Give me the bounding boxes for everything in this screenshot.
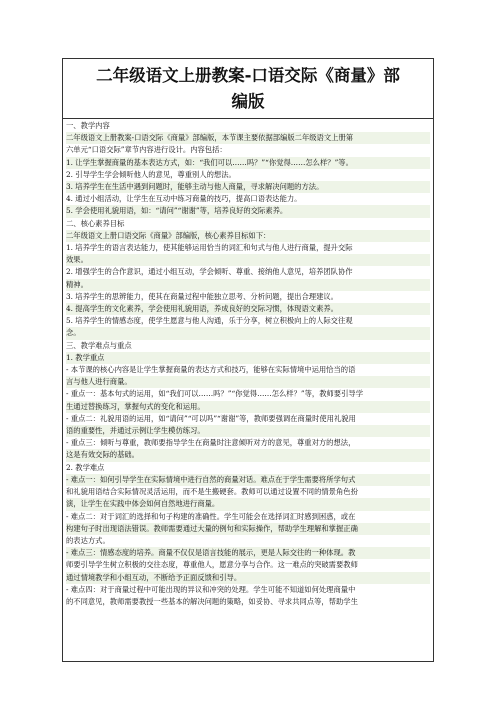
body-line: 效果。 <box>66 254 430 266</box>
body-line: 通过情境教学和小组互动，不断给予正面反馈和引导。 <box>66 572 430 584</box>
body-line: 2. 引导学生学会倾听他人的意见，尊重别人的想法。 <box>66 169 236 179</box>
body-line: 精神。 <box>66 279 430 291</box>
body-line: 2. 增强学生的合作意识，通过小组互动，学会倾听、尊重、接纳他人意见，培养团队协作 <box>66 267 353 277</box>
body-line: 4. 提高学生的文化素养，学会使用礼貌用语，养成良好的交际习惯，体现语文素养。 <box>66 303 430 315</box>
body-line: 二、核心素养目标 <box>66 218 125 228</box>
body-line: - 难点四：对于商量过程中可能出现的异议和冲突的处理。学生可能不知道如何处理商量中 <box>66 584 356 594</box>
document-title <box>63 63 433 115</box>
body-line: 5. 学会使用礼貌用语，如：“请问”“谢谢”等，培养良好的交际素养。 <box>66 205 430 217</box>
body-line: - 难点二：对于词汇的选择和句子构建的准确性。学生可能会在选择词汇时感到困惑，或在 <box>66 511 356 521</box>
body-line: 这是有效交际的基础。 <box>66 449 430 461</box>
body-line: 1. 培养学生的语言表达能力，使其能够运用恰当的词汇和句式与他人进行商量，提升交际 <box>66 243 353 253</box>
body-line: 的表达方式。 <box>66 535 110 545</box>
body-line: 和礼貌用语结合实际情况灵活运用，而不是生搬硬套。教师可以通过设置不同的情景角色扮 <box>66 487 358 497</box>
body-line: 二年级语文上册口语交际《商量》部编版，核心素养目标如下： <box>66 230 430 242</box>
body-line: 念。 <box>66 327 430 339</box>
body-line: 三、教学难点与重点 <box>66 340 132 350</box>
body-line: 语的重要性，并通过示例让学生模仿练习。 <box>66 425 430 437</box>
body-line: 2. 教学难点 <box>66 462 105 472</box>
body-line: 二年级语文上册教案-口语交际《商量》部编版，本节课主要依据部编版二年级语文上册第 <box>66 132 430 144</box>
body-line: 六单元“口语交际”章节内容进行设计。内容包括： <box>66 145 227 155</box>
body-line: 1. 让学生掌握商量的基本表达方式，如：“我们可以……吗？”“你觉得……怎么样？”等。 <box>66 157 430 169</box>
body-line: 师要引导学生树立积极的交往态度，尊重他人，愿意分享与合作。这一难点的突破需要教师 <box>66 560 358 570</box>
title-cell <box>63 59 433 119</box>
body-line: 3. 培养学生的思辨能力，使其在商量过程中能独立思考、分析问题，提出合理建议。 <box>66 291 338 301</box>
document-body <box>63 119 433 608</box>
body-line: 演，让学生在实践中体会如何自然地进行商量。 <box>66 498 430 510</box>
body-line: 生通过替换练习，掌握句式的变化和运用。 <box>66 401 430 413</box>
body-line: 一、教学内容 <box>66 121 110 130</box>
body-line: 3. 培养学生在生活中遇到问题时，能够主动与他人商量，寻求解决问题的方法。 <box>66 181 430 193</box>
body-line: - 难点三：情感态度的培养。商量不仅仅是语言技能的展示，更是人际交往的一种体现。教 <box>66 547 430 559</box>
body-line: - 重点三：倾听与尊重，教师要指导学生在商量时注意倾听对方的意见，尊重对方的想法， <box>66 438 356 448</box>
body-line: 构建句子时出现语法错误。教师需要通过大量的例句和实际操作，帮助学生理解和掌握正确 <box>66 523 430 535</box>
body-line: 1. 教学重点 <box>66 352 430 364</box>
body-line: 5. 培养学生的情感态度，使学生愿意与他人沟通，乐于分享，树立积极向上的人际交往观 <box>66 316 353 326</box>
body-line: - 重点二：礼貌用语的运用，如“请问”“可以吗”“谢谢”等，教师要强调在商量时使用礼貌用 <box>66 413 356 423</box>
document-page <box>62 58 434 662</box>
body-line: - 本节课的核心内容是让学生掌握商量的表达方式和技巧，能够在实际情境中运用恰当的语 <box>66 365 356 375</box>
body-line: 言与他人进行商量。 <box>66 376 430 388</box>
title-line-1: 二年级语文上册教案-口语交际《商量》部 <box>96 66 400 85</box>
body-line: 的不同意见，教师需要教授一些基本的解决问题的策略，如妥协、寻求共同点等，帮助学生 <box>66 596 358 606</box>
body-line: - 重点一：基本句式的运用，如“我们可以……吗？”“你觉得……怎么样？”等，教师要引导学 <box>66 389 363 399</box>
title-line-2: 编版 <box>231 92 265 111</box>
body-line: - 难点一：如何引导学生在实际情境中进行自然的商量对话。难点在于学生需要将所学句式 <box>66 474 430 486</box>
body-line: 4. 通过小组活动，让学生在互动中练习商量的技巧，提高口语表达能力。 <box>66 194 302 204</box>
